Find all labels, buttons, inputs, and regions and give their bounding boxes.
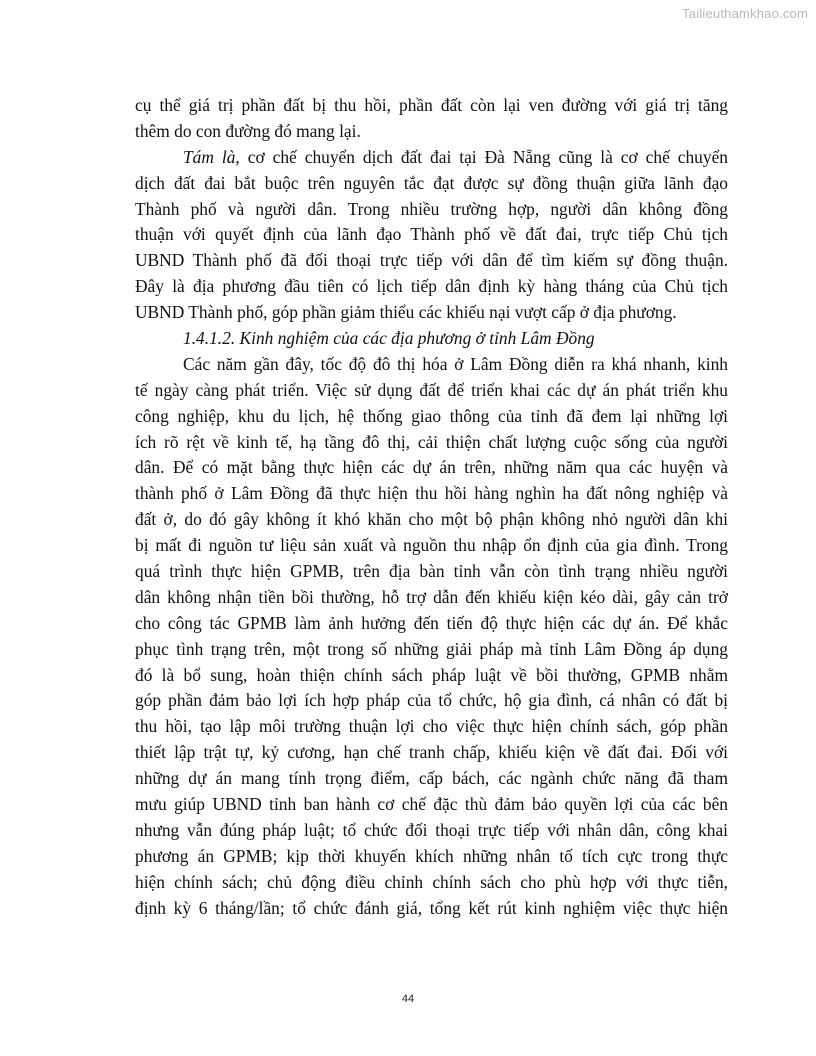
text-line: thiết lập trật tự, kỷ cương, hạn chế tranh chấp, khiếu kiện về đất đai. Đối với [135,742,728,763]
paragraph-lam-dong [135,352,728,922]
text-line: UBND Thành phố đã đối thoại trực tiếp với dân để tìm kiếm sự đồng thuận. [135,250,728,271]
text-line: ích rõ rệt về kinh tế, hạ tầng đô thị, cải thiện chất lượng cuộc sống của người [135,431,728,452]
watermark: Tailieuthamkhao.com [682,6,808,21]
text-line: những dự án mang tính trọng điểm, cấp bách, các ngành chức năng đã tham [135,768,728,789]
section-heading: 1.4.1.2. Kinh nghiệm của các địa phương ở tỉnh Lâm Đồng [183,328,595,349]
text-line [135,145,728,171]
text-run: , cơ chế chuyển dịch đất đai tại Đà Nẵng cũng là cơ chế chuyển [235,146,728,167]
text-line: thuận với quyết định của lãnh đạo Thành phố về đất đai, trực tiếp Chủ tịch [135,224,728,245]
text-line: dân không nhận tiền bồi thường, hỗ trợ dẫn đến khiếu kiện kéo dài, gây cản trở [135,586,728,607]
text-line: góp phần đảm bảo lợi ích hợp pháp của tổ chức, hộ gia đình, cá nhân có đất bị [135,690,728,711]
text-line: cụ thể giá trị phần đất bị thu hồi, phần đất còn lại ven đường với giá trị tăng [135,95,728,115]
paragraph-continuation [135,93,728,145]
text-line: phục tình trạng trên, một trong số những giải pháp mà tỉnh Lâm Đồng áp dụng [135,638,728,659]
text-line: mưu giúp UBND tỉnh ban hành cơ chế đặc thù đảm bảo quyền lợi của các bên [135,794,728,815]
text-line: phương án GPMB; kịp thời khuyến khích những nhân tố tích cực trong thực [135,845,728,866]
document-body [135,93,728,922]
text-line: tế ngày càng phát triển. Việc sử dụng đất để triển khai các dự án phát triển khu [135,379,728,400]
text-line: dịch đất đai bắt buộc trên nguyên tắc đạt được sự đồng thuận giữa lãnh đạo [135,172,728,193]
text-line: Đây là địa phương đầu tiên có lịch tiếp dân định kỳ hàng tháng của Chủ tịch [135,276,728,297]
text-line: thành phố ở Lâm Đồng đã thực hiện thu hồi hàng nghìn ha đất nông nghiệp và [135,483,728,504]
text-line: đất ở, do đó gây không ít khó khăn cho một bộ phận không nhỏ người dân khi [135,509,728,530]
text-line: bị mất đi nguồn tư liệu sản xuất và nguồn thu nhập ổn định của gia đình. Trong [135,535,728,556]
page-number: 44 [401,993,415,1005]
text-line: Thành phố và người dân. Trong nhiều trường hợp, người dân không đồng [135,198,728,219]
text-line: UBND Thành phố, góp phần giảm thiểu các khiếu nại vượt cấp ở địa phương. [135,302,677,323]
paragraph-tam-la [135,145,728,326]
text-line: Các năm gần đây, tốc độ đô thị hóa ở Lâm Đồng diễn ra khá nhanh, kinh [183,353,728,374]
text-line: dân. Để có mặt bằng thực hiện các dự án trên, những năm qua các huyện và [135,457,728,478]
text-line: hiện chính sách; chủ động điều chỉnh chính sách cho phù hợp với thực tiễn, [135,871,728,892]
text-line: cho công tác GPMB làm ảnh hưởng đến tiến độ thực hiện các dự án. Để khắc [135,612,728,633]
emphasis-tam-la: Tám là [183,146,236,167]
text-line: thu hồi, tạo lập môi trường thuận lợi cho việc thực hiện chính sách, góp phần [135,716,728,737]
text-line: nhưng vẫn đúng pháp luật; tổ chức đối thoại trực tiếp với nhân dân, công khai [135,819,728,840]
text-line: công nghiệp, khu du lịch, hệ thống giao thông của tỉnh đã đem lại những lợi [135,405,728,426]
text-line: đó là bổ sung, hoàn thiện chính sách pháp luật về bồi thường, GPMB nhằm [135,664,728,685]
text-line: thêm do con đường đó mang lại. [135,120,361,141]
text-line: định kỳ 6 tháng/lần; tổ chức đánh giá, tổng kết rút kinh nghiệm việc thực hiện [135,897,728,918]
text-line: quá trình thực hiện GPMB, trên địa bàn tỉnh vẫn còn tình trạng nhiều người [135,561,728,582]
